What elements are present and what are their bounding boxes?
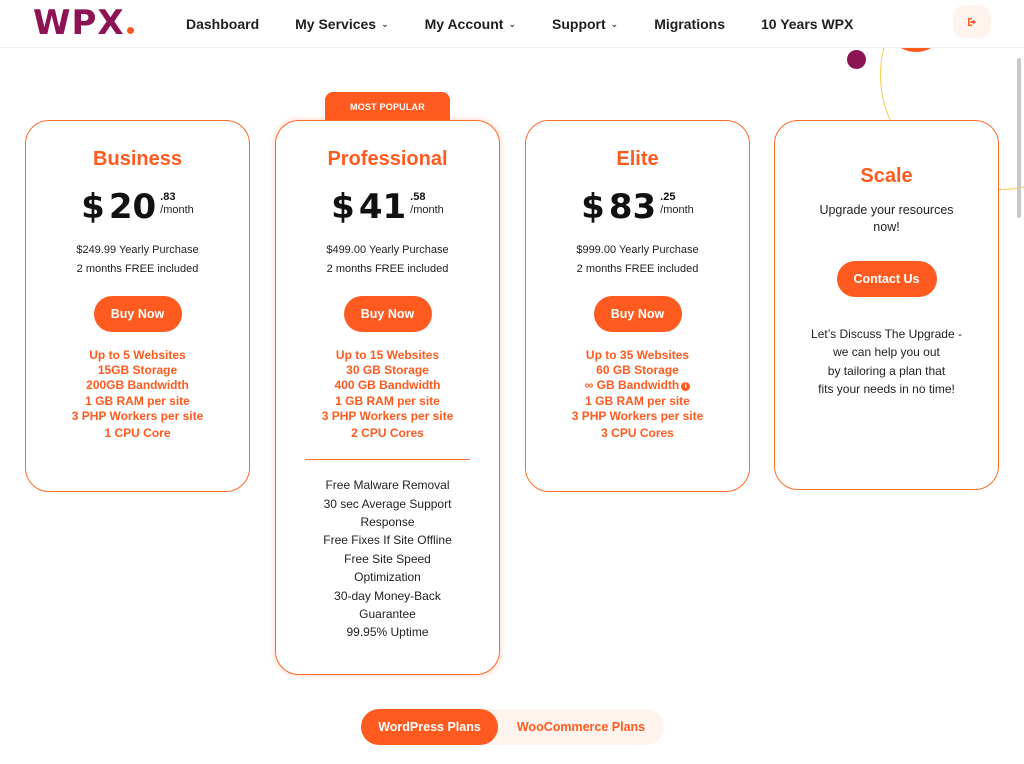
yearly-purchase: $249.99 Yearly Purchase xyxy=(76,244,199,256)
plan-card-professional xyxy=(275,120,500,675)
plan-price xyxy=(276,189,499,229)
nav-label: Support xyxy=(552,16,606,32)
plan-name: Scale xyxy=(860,165,913,187)
wpx-logo[interactable]: WPX xyxy=(33,6,134,40)
plan-type-toggle xyxy=(361,709,664,745)
feature-text: ∞ GB Bandwidth xyxy=(584,378,680,393)
plan-card-scale xyxy=(774,120,999,490)
feature-list xyxy=(26,348,249,441)
feature-item: Up to 5 Websites xyxy=(89,348,186,362)
feature-item: 60 GB Storage xyxy=(596,363,679,378)
feature-item: 1 GB RAM per site xyxy=(335,393,440,408)
free-months: 2 months FREE included xyxy=(576,263,699,275)
feature-item: Up to 35 Websites xyxy=(585,348,690,362)
scrollbar[interactable] xyxy=(1017,58,1021,218)
nav-support[interactable] xyxy=(552,16,618,32)
woocommerce-plans-tab[interactable]: WooCommerce Plans xyxy=(516,720,646,734)
price-currency: $ xyxy=(81,187,105,227)
chevron-down-icon: ⌄ xyxy=(508,18,516,29)
feature-item: 2 CPU Cores xyxy=(351,426,424,441)
nav-label: Migrations xyxy=(654,16,725,32)
plan-card-elite xyxy=(525,120,750,492)
yearly-price xyxy=(526,241,749,279)
feature-item: 1 GB RAM per site xyxy=(85,393,190,408)
feature-item: 15GB Storage xyxy=(97,363,178,378)
price-main: 20 xyxy=(108,187,157,227)
extras-list xyxy=(276,476,499,642)
free-months: 2 months FREE included xyxy=(326,263,449,275)
decorative-dot xyxy=(847,50,866,69)
nav-my-services[interactable] xyxy=(295,16,389,32)
scale-note xyxy=(775,325,998,399)
plan-price xyxy=(526,189,749,229)
price-main: 41 xyxy=(358,187,407,227)
nav-label: My Services xyxy=(295,16,377,32)
extra-item: 30 sec Average Support xyxy=(323,496,452,511)
price-cents: .25 xyxy=(660,191,676,203)
yearly-purchase: $499.00 Yearly Purchase xyxy=(326,244,449,256)
chevron-down-icon: ⌄ xyxy=(381,18,389,29)
price-main: 83 xyxy=(608,187,657,227)
feature-item: 1 CPU Core xyxy=(104,426,171,441)
feature-item: 400 GB Bandwidth xyxy=(334,378,441,393)
feature-list xyxy=(276,348,499,441)
extra-item: Free Fixes If Site Offline xyxy=(323,533,452,548)
extra-item: Optimization xyxy=(354,570,421,585)
scale-note-line: by tailoring a plan that xyxy=(827,363,946,378)
nav-migrations[interactable] xyxy=(654,16,725,32)
logout-button[interactable] xyxy=(953,5,991,38)
contact-us-button[interactable]: Contact Us xyxy=(837,261,937,297)
plan-name: Elite xyxy=(616,148,659,170)
feature-item: 200GB Bandwidth xyxy=(86,378,189,393)
plan-name: Professional xyxy=(327,148,448,170)
price-period: /month xyxy=(410,204,444,216)
price-period: /month xyxy=(660,204,694,216)
feature-item: 3 PHP Workers per site xyxy=(571,408,704,423)
price-cents: .58 xyxy=(410,191,426,203)
nav-label: Dashboard xyxy=(186,16,260,32)
buy-now-button[interactable]: Buy Now xyxy=(594,296,682,332)
price-currency: $ xyxy=(331,187,355,227)
extra-item: 99.95% Uptime xyxy=(346,625,429,640)
buy-now-button[interactable]: Buy Now xyxy=(344,296,432,332)
yearly-price xyxy=(276,241,499,279)
extra-item: 30-day Money-Back xyxy=(334,588,441,603)
feature-item: 3 CPU Cores xyxy=(601,426,674,441)
sign-out-icon xyxy=(966,16,978,28)
free-months: 2 months FREE included xyxy=(76,263,199,275)
extra-item: Response xyxy=(360,515,415,530)
scale-note-line: Let’s Discuss The Upgrade - xyxy=(811,327,962,341)
feature-item xyxy=(526,378,749,393)
info-icon[interactable]: i xyxy=(681,382,690,391)
extra-item: Free Site Speed xyxy=(344,551,431,566)
yearly-price xyxy=(26,241,249,279)
logo-dot xyxy=(127,27,134,34)
feature-item: 1 GB RAM per site xyxy=(585,393,690,408)
buy-now-button[interactable]: Buy Now xyxy=(94,296,182,332)
plan-card-business xyxy=(25,120,250,492)
extra-item: Free Malware Removal xyxy=(325,478,450,493)
price-currency: $ xyxy=(581,187,605,227)
nav-my-account[interactable] xyxy=(425,16,516,32)
top-header xyxy=(0,0,1024,48)
nav-dashboard[interactable] xyxy=(186,16,259,32)
plan-name: Business xyxy=(93,148,182,170)
yearly-purchase: $999.00 Yearly Purchase xyxy=(576,244,699,256)
main-nav xyxy=(186,0,889,48)
scale-note-line: fits your needs in no time! xyxy=(818,382,955,397)
scale-note-line: we can help you out xyxy=(833,345,940,360)
divider xyxy=(305,459,470,460)
plan-price xyxy=(26,189,249,229)
feature-item: Up to 15 Websites xyxy=(335,348,440,362)
price-period: /month xyxy=(160,204,194,216)
nav-label: My Account xyxy=(424,16,504,32)
feature-item: 3 PHP Workers per site xyxy=(321,408,454,423)
nav-label: 10 Years WPX xyxy=(760,16,854,32)
scale-description: Upgrade your resources now! xyxy=(819,203,954,234)
feature-list xyxy=(526,348,749,441)
extra-item: Guarantee xyxy=(359,607,416,622)
wordpress-plans-tab[interactable]: WordPress Plans xyxy=(361,709,498,745)
feature-item: 3 PHP Workers per site xyxy=(71,408,204,423)
feature-item: 30 GB Storage xyxy=(346,363,429,378)
most-popular-badge: MOST POPULAR xyxy=(325,92,450,121)
nav-10-years-wpx[interactable] xyxy=(761,16,853,32)
chevron-down-icon: ⌄ xyxy=(610,18,619,29)
price-cents: .83 xyxy=(160,191,176,203)
